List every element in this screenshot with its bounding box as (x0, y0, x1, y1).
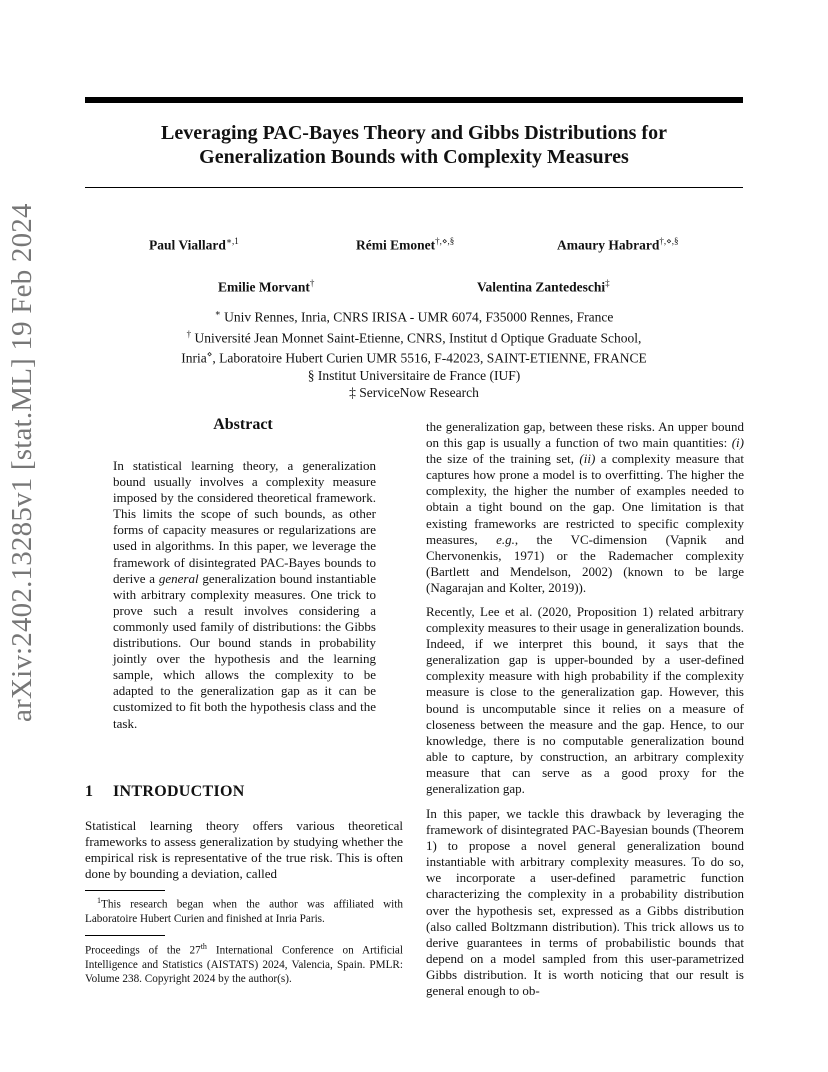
affiliation-text: Inria (181, 350, 207, 366)
right-paragraph-1 (426, 419, 744, 596)
affiliation-2-cont (85, 346, 743, 367)
abstract-heading: Abstract (213, 416, 273, 433)
author-name: Paul Viallard (149, 237, 226, 253)
section-title: INTRODUCTION (113, 783, 245, 800)
author-habrard (557, 236, 679, 254)
section-heading-introduction (85, 783, 245, 801)
intro-paragraph-1 (85, 818, 403, 882)
affiliation-1 (85, 305, 743, 326)
title-top-rule (85, 97, 743, 103)
proceedings-note (85, 940, 403, 986)
body-emphasis: (i) (731, 435, 744, 451)
author-viallard (149, 236, 239, 254)
author-name: Valentina Zantedeschi (477, 279, 606, 295)
right-paragraph-2 (426, 604, 744, 797)
affiliation-3: § Institut Universitaire de France (IUF) (307, 367, 521, 383)
author-name: Amaury Habrard (557, 237, 660, 253)
body-emphasis: (ii) (579, 451, 596, 467)
right-paragraph-3 (426, 806, 744, 999)
arxiv-stamp: arXiv:2402.13285v1 [stat.ML] 19 Feb 2024 (6, 203, 38, 722)
proceedings-sup: th (200, 942, 207, 951)
body-text: the generalization gap, between these risks. An upper bound on this gap is usually a function of two main quantities: (426, 419, 744, 451)
affiliation-text: Université Jean Monnet Saint-Etienne, CNRS, Institut d Optique Graduate School, (191, 330, 642, 345)
body-text: Recently, Lee et al. (2020, Proposition 1) related arbitrary complexity measures to their usage in generalization bounds. Indeed, if we interpret this bound, it says that the generalization gap is upper-bounded by a user-defined complexity measure with high probability if the complexity measure is close to the generalization gap. However, this bound is uncomputable since it relies on a measure of closeness between the measure and the gap. Hence, to our knowledge, there is no computable generalization bound able to capture, by construction, an arbitrary complexity measure that can serve as a good proxy for the generalization gap. (426, 604, 744, 797)
author-marks: †,⋄,§ (435, 236, 455, 246)
body-text: , the VC-dimension (Vapnik and Chervonenkis, 1971) or the Rademacher complexity (Bartlett and Mendelson, 2002) (known to be large (Nagarajan and Kolter, 2019)). (426, 531, 744, 595)
affiliations (85, 305, 743, 401)
author-marks: †,⋄,§ (659, 236, 679, 246)
footnote-1 (85, 894, 403, 926)
proceedings-rule (85, 935, 165, 936)
section-number: 1 (85, 783, 94, 800)
proceedings-text: Proceedings of the 27 (85, 944, 201, 957)
title-line-1: Leveraging PAC-Bayes Theory and Gibbs Distributions for (161, 122, 667, 144)
body-text: a complexity measure that captures how prone a model is to overfitting. The higher the complexity, the higher the number of examples needed to obtain a tight bound on the gap. One limitation is that existing frameworks are restricted to specific complexity measures, (426, 451, 745, 547)
proceedings-text: International Conference on Artificial Intelligence and Statistics (AISTATS) 2024, Valencia, Spain. PMLR: Volume 238. Copyright 2024 by the author(s). (85, 944, 403, 985)
abstract-text: generalization bound instantiable with arbitrary complexity measures. One trick to prove such a result involves considering a commonly used family of distributions: the Gibbs distributions. Our bound stands in probability jointly over the hypothesis and the learning sample, which allows the complexity to be adapted to the generalization gap as it can be customized to fit both the hypothesis class and the task. (113, 570, 376, 731)
author-zantedeschi (477, 278, 610, 296)
footnote-rule (85, 890, 165, 891)
author-marks: ∗,1 (225, 236, 239, 246)
author-name: Emilie Morvant (218, 279, 310, 295)
author-name: Rémi Emonet (356, 237, 436, 253)
affiliation-text: Univ Rennes, Inria, CNRS IRISA - UMR 6074, F35000 Rennes, France (220, 309, 614, 325)
affiliation-4: ‡ ServiceNow Research (349, 384, 479, 400)
footnote-text: This research began when the author was affiliated with Laboratoire Hubert Curien and finished at Inria Paris. (85, 898, 403, 925)
body-text: In this paper, we tackle this drawback by leveraging the framework of disintegrated PAC-Bayesian bounds (Theorem 1) to propose a novel general generalization bound instantiable with arbitrary complexity measures. To do so, we incorporate a user-defined parametric function characterizing the complexity in a probability distribution over the hypothesis set, expressed as a Gibbs distribution (also called Boltzmann distribution). This trick allows us to derive guarantees in terms of probabilistic bounds that depend on a model sampled from this user-parametrized Gibbs distribution. It is worth noticing that our result is general enough to ob- (426, 806, 744, 999)
abstract-body (113, 458, 376, 732)
title-line-2: Generalization Bounds with Complexity Measures (199, 146, 629, 168)
affiliation-mark: † (186, 328, 192, 339)
affiliation-text: , Laboratoire Hubert Curien UMR 5516, F-42023, SAINT-ETIENNE, FRANCE (212, 350, 647, 366)
body-emphasis: e.g. (496, 531, 515, 547)
title-bottom-rule (85, 187, 743, 188)
author-morvant (218, 278, 314, 296)
author-marks: † (309, 278, 315, 288)
affiliation-mark: ∗ (214, 308, 221, 318)
author-emonet (356, 236, 454, 254)
abstract-text: In statistical learning theory, a generalization bound usually involves a complexity measure imposed by the considered theoretical framework. This limits the scope of such bounds, as other forms of capacity measures or regularizations are used in algorithms. In this paper, we leverage the framework of disintegrated PAC-Bayes bounds to derive a (113, 458, 376, 586)
paper-title (85, 121, 743, 169)
abstract-emphasis: general (158, 570, 199, 586)
affiliation-mark: ⋄ (206, 349, 213, 359)
author-marks: ‡ (605, 278, 610, 288)
body-text: the size of the training set, (426, 451, 580, 467)
affiliation-2 (85, 326, 743, 347)
footnote-mark: 1 (97, 896, 101, 905)
intro-text: Statistical learning theory offers various theoretical frameworks to assess generalization by studying whether the empirical risk is representative of the true risk. This is often done by bounding a deviation, called (85, 818, 403, 882)
